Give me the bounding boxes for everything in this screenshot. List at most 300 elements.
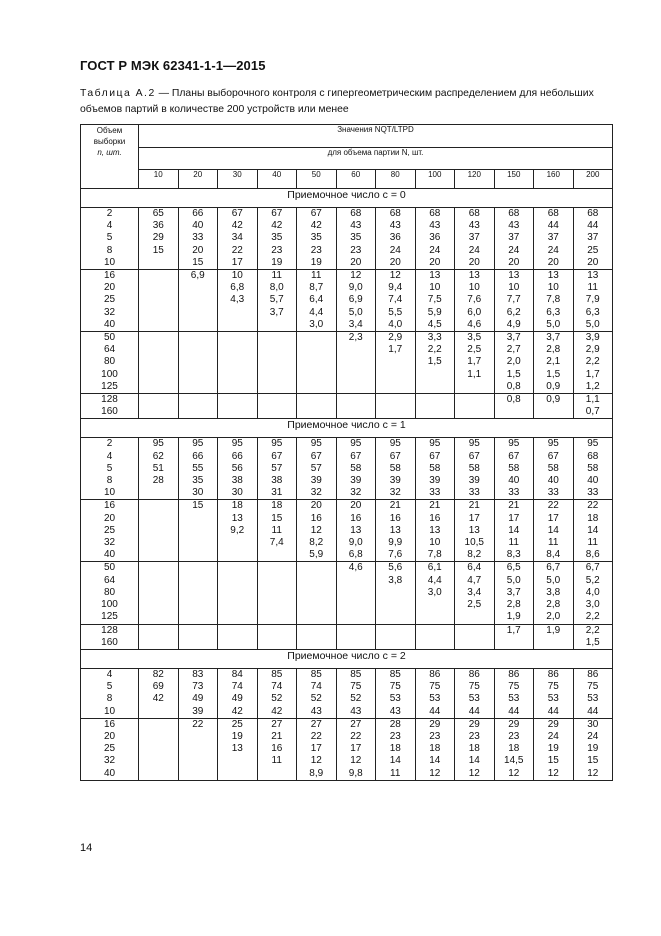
table-value: 2,0 [506, 356, 521, 368]
value-cell [455, 668, 495, 718]
table-value: 35 [192, 475, 204, 487]
sample-size-cell [81, 624, 139, 649]
table-value: 58 [350, 462, 362, 474]
table-value: 67 [508, 450, 520, 462]
value-cell [573, 208, 613, 270]
value-cell [178, 562, 218, 624]
table-value: 20 [192, 244, 204, 256]
value-cell [257, 562, 297, 624]
table-value: 7,8 [546, 294, 561, 306]
value-cell [494, 270, 534, 332]
value-cell [455, 624, 495, 649]
value-cell [455, 500, 495, 562]
value-cell [178, 718, 218, 780]
table-value: 1,7 [585, 368, 600, 380]
value-cell [376, 624, 416, 649]
value-cell [336, 208, 376, 270]
value-cell [218, 394, 258, 419]
sample-size-value: 16 [103, 500, 116, 512]
table-value: 13 [231, 512, 243, 524]
table-value: 37 [547, 232, 559, 244]
table-value: 95 [508, 438, 520, 450]
table-value: 39 [310, 475, 322, 487]
table-value: 75 [429, 681, 441, 693]
value-cell [297, 270, 337, 332]
table-value: 68 [389, 208, 401, 219]
table-value: 13 [350, 524, 362, 536]
value-cell [178, 438, 218, 500]
table-value: 13 [231, 743, 243, 755]
table-value: 14 [508, 524, 520, 536]
table-value: 12 [389, 270, 401, 282]
table-value: 5,6 [388, 562, 403, 574]
table-value: 5,0 [506, 574, 521, 586]
table-value: 21 [429, 500, 441, 512]
table-value: 57 [310, 462, 322, 474]
value-cell [415, 718, 455, 780]
table-value: 86 [587, 668, 599, 680]
value-cell [573, 718, 613, 780]
table-value: 53 [587, 693, 599, 705]
table-value: 86 [468, 668, 480, 680]
value-cell [376, 270, 416, 332]
table-value: 75 [468, 681, 480, 693]
table-value: 44 [468, 705, 480, 717]
table-value: 7,6 [467, 294, 482, 306]
lot-size-cell: 200 [573, 170, 613, 189]
table-value: 95 [271, 438, 283, 450]
table-value: 52 [310, 693, 322, 705]
table-value: 29 [152, 232, 164, 244]
table-value: 37 [468, 232, 480, 244]
table-value: 57 [271, 462, 283, 474]
value-cell [336, 438, 376, 500]
table-value: 24 [508, 244, 520, 256]
table-value: 24 [429, 244, 441, 256]
table-value: 66 [192, 208, 204, 219]
sample-size-value: 64 [103, 344, 116, 356]
lot-size-cell: 100 [415, 170, 455, 189]
table-row [81, 500, 613, 562]
value-cell [297, 332, 337, 394]
value-cell [297, 718, 337, 780]
sample-size-value: 4 [106, 450, 113, 462]
table-value: 5,0 [546, 318, 561, 330]
table-value: 86 [508, 668, 520, 680]
table-value: 12 [350, 755, 362, 767]
value-cell [178, 332, 218, 394]
value-cell [376, 562, 416, 624]
value-cell [257, 624, 297, 649]
value-cell [534, 718, 574, 780]
table-value: 5,0 [348, 306, 363, 318]
table-value: 6,8 [348, 549, 363, 561]
value-cell [336, 562, 376, 624]
table-value: 35 [271, 232, 283, 244]
value-cell [336, 718, 376, 780]
table-value: 21 [468, 500, 480, 512]
value-cell [218, 718, 258, 780]
table-value: 14 [547, 524, 559, 536]
value-cell [494, 562, 534, 624]
table-value: 5,0 [546, 574, 561, 586]
table-value: 21 [389, 500, 401, 512]
value-cell [297, 562, 337, 624]
value-cell [573, 270, 613, 332]
table-value: 53 [508, 693, 520, 705]
table-value: 3,4 [348, 318, 363, 330]
table-value: 4,3 [230, 294, 245, 306]
table-value: 32 [389, 487, 401, 499]
sample-size-value: 128 [101, 394, 118, 406]
table-value: 95 [547, 438, 559, 450]
table-value: 1,5 [546, 368, 561, 380]
table-value: 12 [468, 767, 480, 779]
sample-size-cell [81, 438, 139, 500]
value-cell [455, 438, 495, 500]
table-value: 4,5 [427, 318, 442, 330]
value-cell [257, 718, 297, 780]
table-value: 18 [231, 500, 243, 512]
table-value: 32 [350, 487, 362, 499]
table-value: 67 [468, 450, 480, 462]
table-value: 7,4 [269, 537, 284, 549]
value-cell [297, 668, 337, 718]
table-value: 2,8 [506, 599, 521, 611]
table-value: 82 [152, 668, 164, 680]
table-value: 22 [587, 500, 599, 512]
table-value: 53 [547, 693, 559, 705]
table-value: 10 [429, 282, 441, 294]
table-value: 17 [508, 512, 520, 524]
table-value: 43 [389, 705, 401, 717]
table-value: 1,5 [427, 356, 442, 368]
table-value: 6,7 [585, 562, 600, 574]
table-row [81, 332, 613, 394]
table-value: 2,9 [585, 344, 600, 356]
value-cell [534, 208, 574, 270]
table-value: 1,7 [388, 344, 403, 356]
table-value: 7,5 [427, 294, 442, 306]
table-value: 5,0 [585, 318, 600, 330]
acceptance-number-title: Приемочное число c = 1 [81, 419, 613, 438]
table-value: 11 [587, 537, 598, 549]
sample-size-value: 10 [103, 487, 116, 499]
table-value: 33 [192, 232, 204, 244]
table-value: 74 [231, 681, 243, 693]
table-value: 73 [192, 681, 204, 693]
table-value: 18 [389, 743, 401, 755]
table-value: 3,3 [427, 332, 442, 344]
table-value: 20 [310, 500, 322, 512]
table-value: 44 [547, 220, 559, 232]
table-value: 4,9 [506, 318, 521, 330]
value-cell [297, 438, 337, 500]
lot-size-header: для объема партии N, шт. [139, 148, 613, 170]
table-value: 38 [231, 475, 243, 487]
table-value: 1,1 [467, 368, 482, 380]
table-value: 22 [547, 500, 559, 512]
value-cell [534, 270, 574, 332]
table-value: 6,7 [546, 562, 561, 574]
table-value: 95 [389, 438, 401, 450]
table-value: 42 [271, 705, 283, 717]
lot-size-cell: 160 [534, 170, 574, 189]
table-value: 37 [508, 232, 520, 244]
table-value: 1,9 [546, 624, 561, 636]
table-value: 33 [429, 487, 441, 499]
table-value: 85 [310, 668, 322, 680]
table-value: 68 [587, 450, 599, 462]
sampling-plans-table [80, 124, 613, 781]
table-value: 42 [231, 220, 243, 232]
value-cell [297, 624, 337, 649]
table-value: 16 [350, 512, 362, 524]
value-cell [178, 270, 218, 332]
table-value: 39 [389, 475, 401, 487]
table-value: 5,7 [269, 294, 284, 306]
table-value: 5,9 [427, 306, 442, 318]
table-value: 95 [350, 438, 362, 450]
lot-size-cell: 40 [257, 170, 297, 189]
value-cell [455, 208, 495, 270]
table-value: 14 [429, 755, 441, 767]
table-value: 23 [389, 730, 401, 742]
value-cell [494, 624, 534, 649]
table-value: 1,7 [467, 356, 482, 368]
value-cell [336, 624, 376, 649]
table-value: 67 [271, 450, 283, 462]
table-value: 58 [468, 462, 480, 474]
table-value: 25 [231, 718, 243, 730]
sample-size-value: 10 [103, 705, 116, 717]
table-value: 67 [429, 450, 441, 462]
table-value: 68 [429, 208, 441, 219]
table-value: 2,8 [546, 344, 561, 356]
sample-size-value: 40 [103, 549, 116, 561]
value-cell [218, 500, 258, 562]
table-value: 83 [192, 668, 204, 680]
table-value: 14 [587, 524, 599, 536]
sample-size-value: 80 [103, 356, 116, 368]
table-value: 9,8 [348, 767, 363, 779]
table-value: 2,3 [348, 332, 363, 344]
value-cell [336, 332, 376, 394]
table-value: 6,9 [348, 294, 363, 306]
lot-size-cell: 60 [336, 170, 376, 189]
table-value: 0,7 [585, 406, 600, 418]
value-cell [178, 624, 218, 649]
table-value: 7,6 [388, 549, 403, 561]
table-value: 74 [271, 681, 283, 693]
table-value: 8,0 [269, 282, 284, 294]
table-value: 95 [429, 438, 441, 450]
table-value: 2,2 [585, 356, 600, 368]
sample-size-value: 2 [106, 208, 113, 219]
table-value: 39 [468, 475, 480, 487]
table-value: 15 [271, 512, 283, 524]
value-cell [455, 270, 495, 332]
table-value: 1,2 [585, 380, 600, 392]
table-value: 24 [468, 244, 480, 256]
table-row [81, 208, 613, 270]
table-value: 18 [587, 512, 599, 524]
sample-size-value: 20 [103, 730, 116, 742]
table-value: 19 [271, 256, 283, 268]
table-value: 66 [231, 450, 243, 462]
sample-size-value: 40 [103, 318, 116, 330]
table-value: 11 [390, 767, 401, 779]
table-value: 16 [389, 512, 401, 524]
table-value: 8,2 [467, 549, 482, 561]
table-value: 38 [271, 475, 283, 487]
table-value: 1,5 [585, 636, 600, 648]
value-cell [139, 438, 179, 500]
value-cell [297, 394, 337, 419]
table-value: 36 [389, 232, 401, 244]
table-value: 10 [508, 282, 520, 294]
sample-size-value: 5 [106, 681, 113, 693]
value-cell [534, 500, 574, 562]
table-value: 17 [310, 743, 322, 755]
value-cell [257, 208, 297, 270]
table-value: 44 [587, 220, 599, 232]
table-value: 4,0 [585, 586, 600, 598]
sample-size-cell [81, 208, 139, 270]
value-cell [376, 718, 416, 780]
sample-size-cell [81, 562, 139, 624]
table-value: 68 [508, 208, 520, 219]
table-value: 95 [468, 438, 480, 450]
table-value: 5,5 [388, 306, 403, 318]
value-cell [257, 332, 297, 394]
table-value: 18 [271, 500, 283, 512]
table-value: 9,0 [348, 282, 363, 294]
table-caption-text: — Планы выборочного контроля с гипергеометрическим распределением для небольших объемов партий в количестве 200 устройств или менее [80, 88, 594, 115]
table-value: 5,2 [585, 574, 600, 586]
table-value: 58 [587, 462, 599, 474]
value-cell [573, 668, 613, 718]
sample-size-cell [81, 332, 139, 394]
sample-size-value: 20 [103, 282, 116, 294]
table-value: 85 [350, 668, 362, 680]
table-row [81, 718, 613, 780]
table-value: 1,5 [506, 368, 521, 380]
table-value: 23 [271, 244, 283, 256]
sample-size-value: 2 [106, 438, 113, 450]
table-value: 2,2 [585, 611, 600, 623]
sample-size-value: 50 [103, 562, 116, 574]
table-value: 33 [587, 487, 599, 499]
value-cell [455, 332, 495, 394]
table-value: 11 [271, 755, 282, 767]
sample-size-cell [81, 668, 139, 718]
value-cell [218, 208, 258, 270]
table-value: 7,9 [585, 294, 600, 306]
sample-size-value: 5 [106, 462, 113, 474]
table-value: 67 [310, 450, 322, 462]
value-cell [178, 394, 218, 419]
table-value: 75 [508, 681, 520, 693]
table-value: 10 [468, 282, 480, 294]
table-value: 27 [310, 718, 322, 730]
table-value: 6,1 [427, 562, 442, 574]
table-value: 68 [547, 208, 559, 219]
table-value: 23 [468, 730, 480, 742]
sample-size-value: 32 [103, 537, 116, 549]
table-value: 3,8 [388, 574, 403, 586]
section-header-row [81, 419, 613, 438]
table-value: 19 [310, 256, 322, 268]
table-value: 13 [468, 270, 480, 282]
table-value: 8,4 [546, 549, 561, 561]
table-value: 19 [547, 743, 559, 755]
table-value: 9,4 [388, 282, 403, 294]
table-value: 19 [587, 743, 599, 755]
table-value: 18 [429, 743, 441, 755]
table-value: 1,1 [585, 394, 600, 406]
table-value: 6,4 [309, 294, 324, 306]
table-value: 3,8 [546, 586, 561, 598]
table-value: 31 [271, 487, 283, 499]
table-value: 9,9 [388, 537, 403, 549]
table-value: 2,7 [506, 344, 521, 356]
table-value: 53 [429, 693, 441, 705]
table-value: 4,4 [309, 306, 324, 318]
table-value: 7,4 [388, 294, 403, 306]
table-value: 17 [547, 512, 559, 524]
value-cell [573, 438, 613, 500]
table-value: 32 [310, 487, 322, 499]
value-cell [415, 394, 455, 419]
table-value: 20 [547, 256, 559, 268]
table-value: 33 [547, 487, 559, 499]
table-value: 16 [310, 512, 322, 524]
table-value: 35 [350, 232, 362, 244]
table-value: 29 [547, 718, 559, 730]
table-value: 8,6 [585, 549, 600, 561]
table-value: 6,5 [506, 562, 521, 574]
table-value: 6,9 [190, 270, 205, 282]
value-cell [534, 668, 574, 718]
values-header: Значения NQT/LTPD [139, 125, 613, 148]
table-value: 2,9 [388, 332, 403, 344]
table-value: 15 [587, 755, 599, 767]
table-value: 11 [587, 282, 598, 294]
table-value: 22 [231, 244, 243, 256]
table-value: 58 [547, 462, 559, 474]
table-value: 95 [310, 438, 322, 450]
value-cell [573, 624, 613, 649]
table-value: 75 [547, 681, 559, 693]
sample-size-value: 8 [106, 693, 113, 705]
acceptance-number-title: Приемочное число c = 2 [81, 649, 613, 668]
table-value: 21 [508, 500, 520, 512]
table-value: 43 [468, 220, 480, 232]
table-value: 67 [231, 208, 243, 219]
table-value: 9,2 [230, 524, 245, 536]
table-row [81, 394, 613, 419]
table-row [81, 270, 613, 332]
sample-size-value: 125 [101, 611, 118, 623]
table-value: 29 [468, 718, 480, 730]
table-value: 43 [429, 220, 441, 232]
sample-size-cell [81, 718, 139, 780]
lot-size-cell: 30 [218, 170, 258, 189]
table-value: 86 [547, 668, 559, 680]
table-value: 20 [429, 256, 441, 268]
table-value: 0,8 [506, 380, 521, 392]
